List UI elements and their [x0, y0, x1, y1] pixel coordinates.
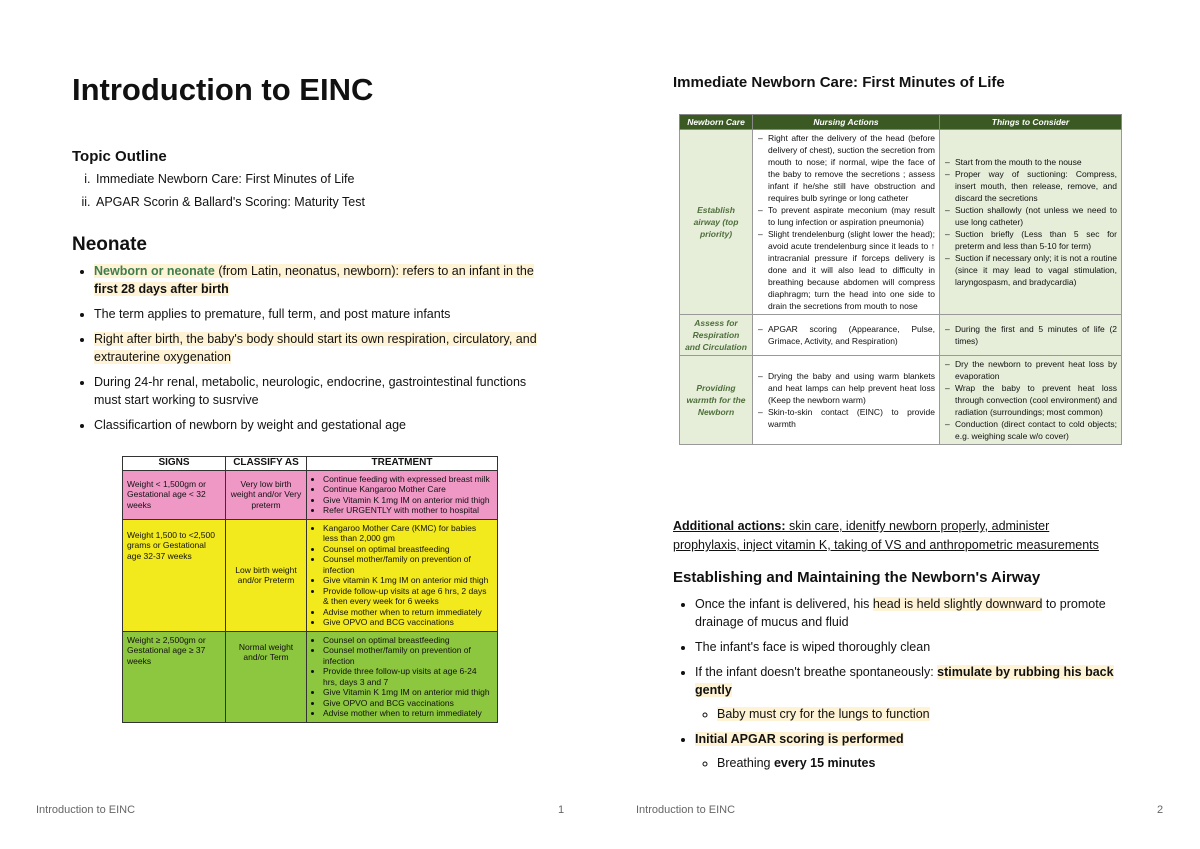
care-cell: Establish airway (top priority) — [680, 130, 753, 315]
airway-heading: Establishing and Maintaining the Newborn's Airway — [673, 569, 1041, 586]
column-header: Nursing Actions — [753, 115, 940, 130]
sub-item: ◦ Baby must cry for the lungs to function — [717, 705, 1145, 723]
list-item: • Once the infant is delivered, his head is held slightly downward to promote drainage of mucus and fluid — [695, 595, 1145, 631]
outline-item: i. Immediate Newborn Care: First Minutes of Life — [94, 172, 365, 186]
list-item: • The infant's face is wiped thoroughly clean — [695, 638, 1145, 656]
neonate-heading: Neonate — [72, 234, 147, 255]
first-28-days: first 28 days after birth — [94, 282, 229, 296]
list-item: • Initial APGAR scoring is performed ◦ Breathing every 15 minutes — [695, 730, 1145, 772]
consider-cell: – During the first and 5 minutes of life (2 times) — [940, 315, 1122, 356]
page-title: Introduction to EINC — [72, 72, 374, 107]
neonate-definition: • Newborn or neonate (from Latin, neonatus, newborn): refers to an infant in the first 28 days after birth — [94, 262, 549, 298]
topic-outline-heading: Topic Outline — [72, 148, 167, 165]
column-header: TREATMENT — [307, 457, 498, 471]
column-header: CLASSIFY AS — [226, 457, 307, 471]
page-2 — [600, 0, 1200, 849]
care-cell: Assess for Respiration and Circulation — [680, 315, 753, 356]
treatment-cell: • Continue feeding with expressed breast milk • Continue Kangaroo Mother Care • Give Vitamin K 1mg IM on anterior mid thigh • Refer URGENTLY with mother to hospital — [307, 470, 498, 519]
table-row — [123, 519, 498, 631]
outline-item: ii. APGAR Scorin & Ballard's Scoring: Maturity Test — [94, 195, 365, 209]
neonate-term: Newborn or neonate — [94, 264, 215, 278]
table-row — [123, 470, 498, 519]
table-row — [123, 631, 498, 722]
footer-title: Introduction to EINC — [36, 804, 136, 816]
footer-title: Introduction to EINC — [636, 804, 736, 816]
table-row — [680, 315, 1122, 356]
column-header: Things to Consider — [940, 115, 1122, 130]
signs-cell: Weight < 1,500gm or Gestational age < 32 weeks — [123, 470, 226, 519]
table-row — [680, 130, 1122, 315]
treatment-cell: • Kangaroo Mother Care (KMC) for babies less than 2,000 gm • Counsel on optimal breastfeeding • Counsel mother/family on prevention of infection • Give vitamin K 1mg IM on anterior mid thigh • Provide follow-up visits at age 6 hrs, 2 days & then every week for 6 weeks • Advise mother when to return immediately • Give OPVO and BCG vaccinations — [307, 519, 498, 631]
column-header: Newborn Care — [680, 115, 753, 130]
treatment-cell: • Counsel on optimal breastfeeding • Counsel mother/family on prevention of infection • Provide three follow-up visits at age 6-24 hrs, days 3 and 7 • Give Vitamin K 1mg IM on anterior mid thigh • Give OPVO and BCG vaccinations • Advise mother when to return immediately — [307, 631, 498, 722]
table-row — [680, 356, 1122, 445]
column-header: SIGNS — [123, 457, 226, 471]
section-heading: Immediate Newborn Care: First Minutes of Life — [673, 74, 1005, 91]
classify-cell: Low birth weight and/or Preterm — [226, 519, 307, 631]
page-number: 1 — [558, 804, 565, 816]
list-item: • During 24-hr renal, metabolic, neurologic, endocrine, gastrointestinal functions must start working to susrvive — [94, 373, 549, 409]
list-item: • Classificartion of newborn by weight and gestational age — [94, 416, 549, 434]
signs-cell: Weight 1,500 to <2,500 grams or Gestational age 32-37 weeks — [123, 519, 226, 631]
airway-list — [673, 595, 1145, 779]
neonate-list — [72, 262, 549, 441]
care-cell: Providing warmth for the Newborn — [680, 356, 753, 445]
list-item: • The term applies to premature, full term, and post mature infants — [94, 305, 549, 323]
consider-cell: – Dry the newborn to prevent heat loss by evaporation – Wrap the baby to prevent heat loss through convection (cool environment) and radiation (surroundings; most common) – Conduction (direct contact to cold objects; e.g. weighing scale w/o cover) — [940, 356, 1122, 445]
actions-cell: – APGAR scoring (Appearance, Pulse, Grimace, Activity, and Respiration) — [753, 315, 940, 356]
classify-cell: Very low birth weight and/or Very preterm — [226, 470, 307, 519]
topic-outline-list — [72, 172, 365, 218]
list-item: • Right after birth, the baby's body should start its own respiration, circulatory, and extrauterine oxygenation — [94, 330, 549, 366]
classify-cell: Normal weight and/or Term — [226, 631, 307, 722]
page-number: 2 — [1157, 804, 1164, 816]
actions-cell: – Drying the baby and using warm blankets and heat lamps can help prevent heat loss (Keep the newborn warm) – Skin-to-skin contact (EINC) to provide warmth — [753, 356, 940, 445]
signs-cell: Weight ≥ 2,500gm or Gestational age ≥ 37 weeks — [123, 631, 226, 722]
additional-label: Additional actions: — [673, 519, 786, 533]
actions-cell: – Right after the delivery of the head (before delivery of chest), suction the secretion from mouth to nose; if normal, wipe the face of the baby to remove the secretions ; assess infant if he/she still have obstruction and requires bulb syringe or long catheter – To prevent aspirate meconium (may result to lung infection or aspiration pneumonia) – Slight trendelenburg (slight lower the head); avoid acute trendelenburg since it leads to ↑ intracranial pressure if forceps delivery is done and it will also lead to difficulty in breathing because abdomen will compress diaphragm; turn the head into one side to drain the secretions from mouth to nose — [753, 130, 940, 315]
additional-actions: Additional actions: skin care, idenitfy newborn properly, administer prophylaxis, inject vitamin K, taking of VS and anthropometric measurements — [673, 519, 1099, 552]
sub-item: ◦ Breathing every 15 minutes — [717, 754, 1145, 772]
consider-cell: – Start from the mouth to the nouse – Proper way of suctioning: Compress, insert mouth, then release, remove, and discard the secretions – Suction shallowly (not unless we need to use long catheter) – Suction briefly (Less than 5 sec for preterm and less than 5-10 for term) – Suction if necessary only; it is not a routine (since it may lead to vagal stimulation, laryngospasm, and bradycardia) — [940, 130, 1122, 315]
newborn-care-table — [679, 114, 1122, 445]
list-item: • If the infant doesn't breathe spontaneously: stimulate by rubbing his back gently ◦ Baby must cry for the lungs to function — [695, 663, 1145, 723]
classification-table — [122, 456, 498, 723]
